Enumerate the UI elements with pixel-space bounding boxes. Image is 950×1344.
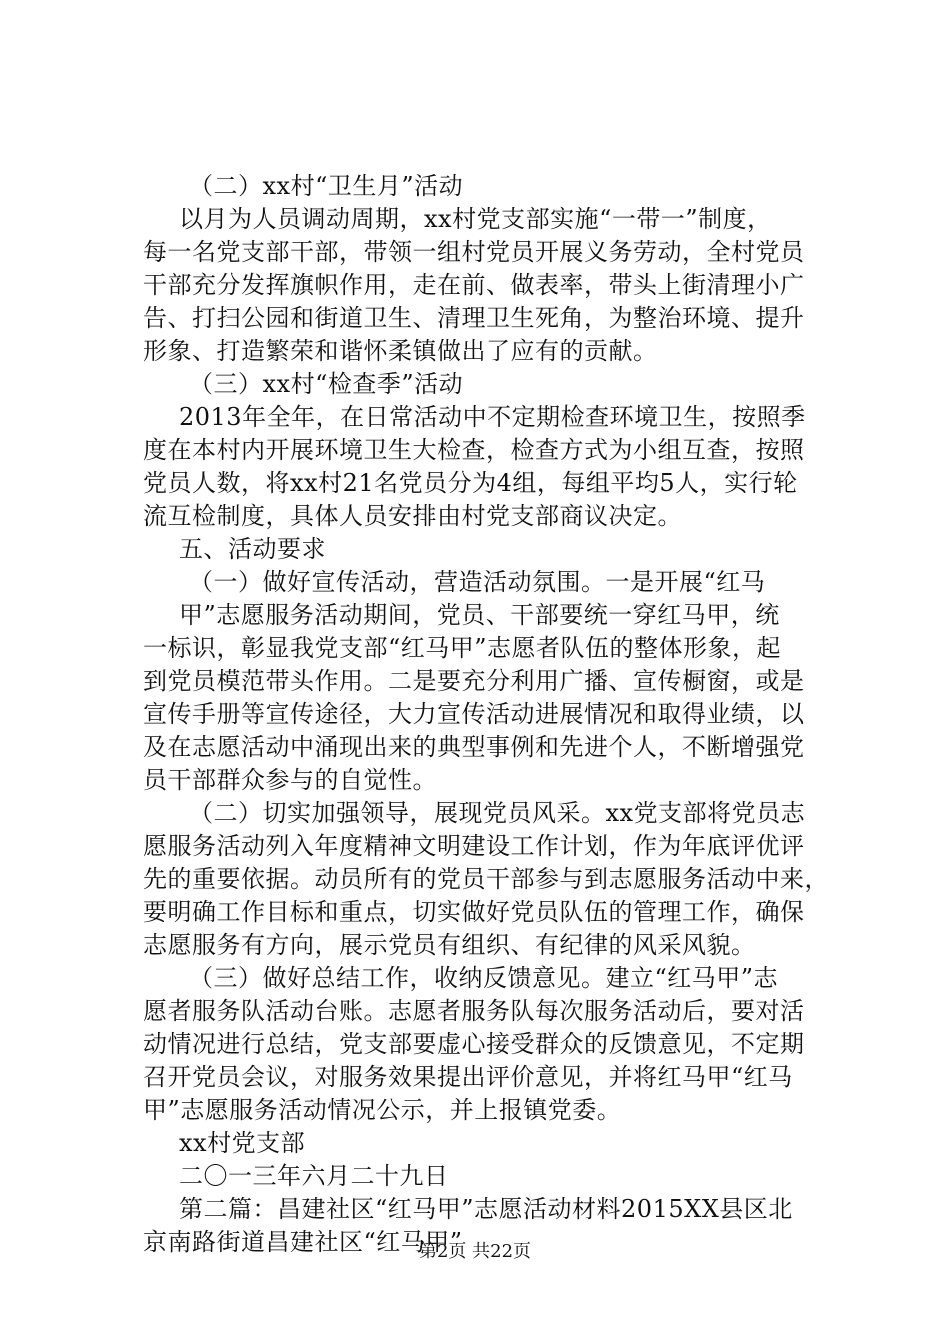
signature-org: xx村党支部 (179, 1129, 306, 1157)
paragraph-line: 以月为人员调动周期，xx村党支部实施“一带一”制度， (179, 205, 772, 233)
paragraph-line: 愿服务活动列入年度精神文明建设工作计划，作为年底评优评 (143, 832, 805, 860)
paragraph-line: （三）做好总结工作，收纳反馈意见。建立“红马甲”志 (189, 964, 779, 992)
paragraph-line: 员干部群众参与的自觉性。 (143, 766, 437, 794)
page-footer: 第2页 共22页 (418, 1241, 532, 1262)
paragraph-line: （二）切实加强领导，展现党员风采。xx党支部将党员志 (189, 799, 806, 827)
paragraph-line: 第二篇：昌建社区“红马甲”志愿活动材料2015XX县区北 (179, 1195, 793, 1223)
paragraph-line: 志愿服务有方向，展示党员有组织、有纪律的风采风貌。 (143, 931, 756, 959)
paragraph-line: 及在志愿活动中涌现出来的典型事例和先进个人，不断增强党 (143, 733, 805, 761)
paragraph-line: （一）做好宣传活动，营造活动氛围。一是开展“红马 (189, 568, 766, 596)
section-heading: （二）xx村“卫生月”活动 (189, 172, 464, 200)
paragraph-line: 度在本村内开展环境卫生大检查，检查方式为小组互查，按照 (143, 436, 805, 464)
paragraph-line: 愿者服务队活动台账。志愿者服务队每次服务活动后，要对活 (143, 997, 805, 1025)
paragraph-line: 宣传手册等宣传途径，大力宣传活动进展情况和取得业绩，以 (143, 700, 805, 728)
signature-date: 二〇一三年六月二十九日 (179, 1162, 449, 1190)
paragraph-line: 先的重要依据。动员所有的党员干部参与到志愿服务活动中来， (143, 865, 829, 893)
paragraph-line: 告、打扫公园和街道卫生、清理卫生死角，为整治环境、提升 (143, 304, 805, 332)
paragraph-line: 要明确工作目标和重点，切实做好党员队伍的管理工作，确保 (143, 898, 805, 926)
section-heading: （三）xx村“检查季”活动 (189, 370, 464, 398)
document-body (143, 170, 843, 1259)
paragraph-line: 甲”志愿服务活动情况公示，并上报镇党委。 (143, 1096, 622, 1124)
paragraph-line: 2013年全年，在日常活动中不定期检查环境卫生，按照季 (179, 403, 806, 431)
paragraph-line: 党员人数，将xx村21名党员分为4组，每组平均5人，实行轮 (143, 469, 798, 497)
paragraph-line: 到党员模范带头作用。二是要充分利用广播、宣传橱窗，或是 (143, 667, 805, 695)
paragraph-line: 流互检制度，具体人员安排由村党支部商议决定。 (143, 502, 682, 530)
section-heading: 五、活动要求 (179, 535, 326, 563)
paragraph-line: 甲”志愿服务活动期间，党员、干部要统一穿红马甲，统 (179, 601, 780, 629)
paragraph-line: 形象、打造繁荣和谐怀柔镇做出了应有的贡献。 (143, 337, 658, 365)
paragraph-line: 每一名党支部干部，带领一组村党员开展义务劳动，全村党员 (143, 238, 805, 266)
paragraph-line: 召开党员会议，对服务效果提出评价意见，并将红马甲“红马 (143, 1063, 793, 1091)
paragraph-line: 动情况进行总结，党支部要虚心接受群众的反馈意见，不定期 (143, 1030, 805, 1058)
paragraph-line: 干部充分发挥旗帜作用，走在前、做表率，带头上街清理小广 (143, 271, 805, 299)
paragraph-line: 京南路街道昌建社区“红马甲” (143, 1228, 463, 1256)
paragraph-line: 一标识，彰显我党支部“红马甲”志愿者队伍的整体形象，起 (143, 634, 782, 662)
